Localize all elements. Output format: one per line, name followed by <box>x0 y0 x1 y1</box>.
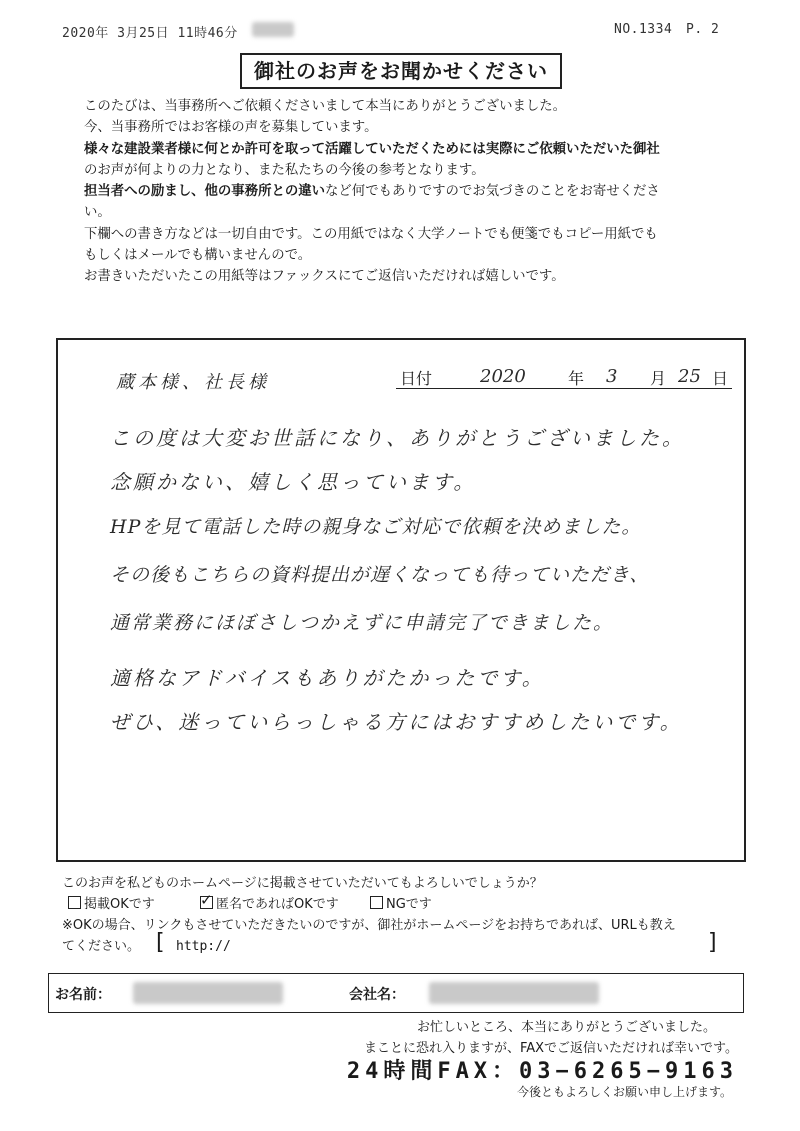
page-title: 御社のお声をお聞かせください <box>240 53 562 89</box>
fax-number: NO.1334 <box>614 22 673 37</box>
footer-closing: 今後ともよろしくお願い申し上げます。 <box>516 1085 732 1099</box>
intro-line: お書きいただいたこの用紙等はファックスにてご返信いただければ嬉しいです。 <box>84 269 565 285</box>
redacted-company <box>429 982 599 1004</box>
name-label: お名前： <box>55 987 111 1003</box>
option-publish-ok[interactable] <box>68 893 155 912</box>
intro-line <box>84 181 764 202</box>
comment-line: 適格なアドバイスもありがたかったです。 <box>110 666 545 690</box>
intro-text-rest: など何でもありですのでお気づきのことをお寄せくださ <box>325 184 660 200</box>
redacted-sender <box>252 22 294 37</box>
date-day: 25 <box>678 366 701 387</box>
comment-line: 念願かない、嬉しく思っています。 <box>110 470 477 494</box>
date-year: 2020 <box>480 366 526 387</box>
option-label: 匿名であればOKです <box>216 897 339 912</box>
option-label: 掲載OKです <box>84 897 155 912</box>
checkbox-checked-icon[interactable] <box>200 896 213 909</box>
url-bracket-close: ] <box>708 930 717 955</box>
link-note <box>62 915 752 957</box>
fax-number-line: 24時間FAX：03−6265−9163 <box>346 1059 738 1084</box>
intro-line: 今、当事務所ではお客様の声を募集しています。 <box>84 120 378 136</box>
intro-line: 下欄への書き方などは一切自由です。この用紙ではなく大学ノートでも便箋でもコピー用紙でも <box>84 226 658 242</box>
option-anonymous-ok[interactable] <box>200 893 339 912</box>
intro-line: このたびは、当事務所へご依頼くださいまして本当にありがとうございました。 <box>84 99 567 114</box>
publish-question: このお声を私どものホームページに掲載させていただいてもよろしいでしょうか？ <box>62 876 543 891</box>
redacted-name <box>133 982 283 1004</box>
intro-line: のお声が何よりの力となり、また私たちの今後の参考となります。 <box>84 162 485 178</box>
intro-bold: 担当者への励まし、他の事務所との違い <box>84 184 326 200</box>
comment-line: その後もこちらの資料提出が遅くなっても待っていただき、 <box>110 564 650 586</box>
comment-line: ぜひ、迷っていらっしゃる方にはおすすめしたいです。 <box>110 710 683 734</box>
footer-thanks: お忙しいところ、本当にありがとうございました。 <box>416 1020 716 1035</box>
date-field <box>396 364 732 389</box>
url-field[interactable]: http:// <box>176 939 231 954</box>
checkbox-icon[interactable] <box>68 896 81 909</box>
addressee: 蔵本様、社長様 <box>116 372 270 393</box>
comment-line: 通常業務にほぼさしつかえずに申請完了できました。 <box>110 612 615 634</box>
footer-apology: まことに恐れ入りますが、FAXでご返信いただければ幸いです。 <box>363 1041 738 1056</box>
option-ng[interactable] <box>370 893 432 912</box>
url-bracket-open: [ <box>156 930 165 955</box>
fax-page: P. 2 <box>686 22 720 37</box>
fax-datetime: 2020年 3月25日 11時46分 <box>62 26 238 41</box>
intro-line: もしくはメールでも構いませんので。 <box>84 248 312 264</box>
intro-text <box>84 96 764 288</box>
comment-line: HPを見て電話した時の親身なご対応で依頼を決めました。 <box>110 516 642 538</box>
date-label: 日付 <box>400 369 433 388</box>
checkbox-icon[interactable] <box>370 896 383 909</box>
comment-box <box>56 338 746 862</box>
company-label: 会社名： <box>349 987 405 1003</box>
name-company-box <box>48 973 744 1013</box>
day-unit: 日 <box>712 369 729 388</box>
option-label: NGです <box>386 897 432 912</box>
link-note-line: ※OKの場合、リンクもさせていただきたいのですが、御社がホームページをお持ちであれば、URLも教え <box>62 918 676 933</box>
month-unit: 月 <box>650 369 667 388</box>
intro-bold: 様々な建設業者様に何とか許可を取って活躍していただくためには実際にご依頼いただいた御社 <box>84 141 660 157</box>
intro-line: い。 <box>84 205 111 221</box>
link-note-line: てください。 <box>62 939 141 954</box>
year-unit: 年 <box>568 369 585 388</box>
intro-line <box>84 139 764 160</box>
date-month: 3 <box>606 366 618 387</box>
comment-line: この度は大変お世話になり、ありがとうございました。 <box>110 426 685 450</box>
